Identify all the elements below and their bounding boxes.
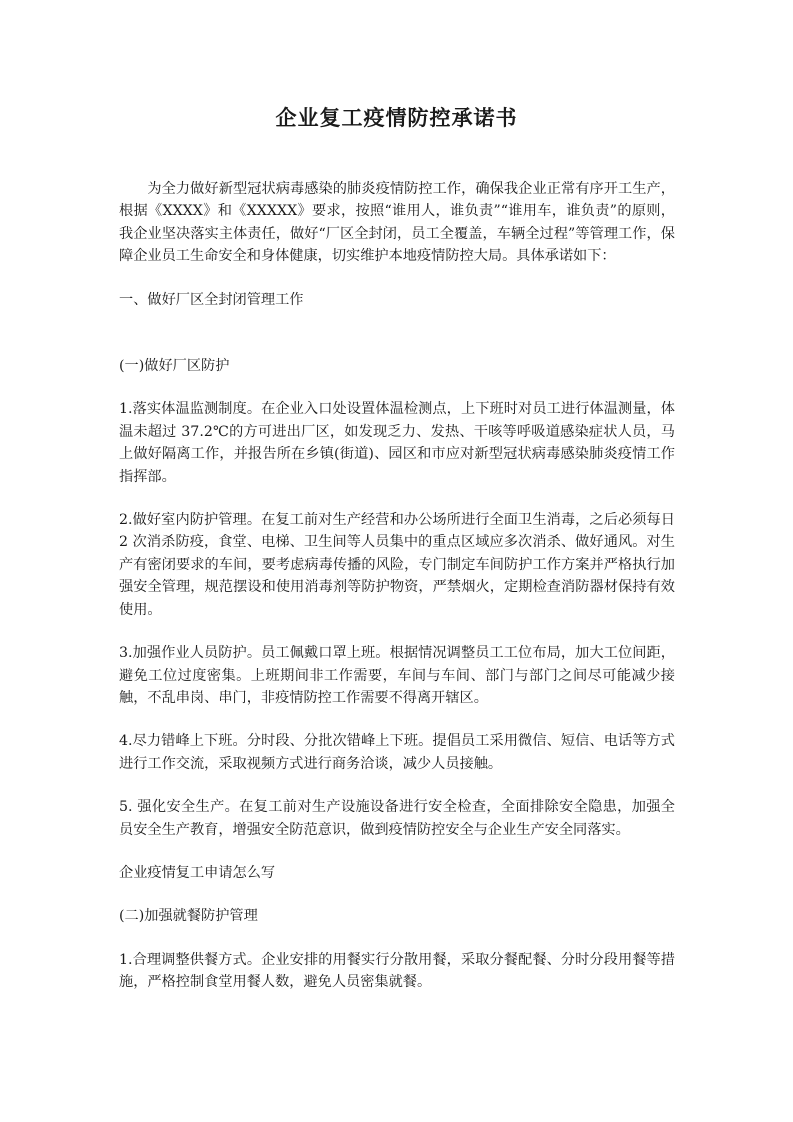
intro-paragraph: 为全力做好新型冠状病毒感染的肺炎疫情防控工作，确保我企业正常有序开工生产，根据《XXXX》和《XXXXX》要求，按照“谁用人，谁负责”“谁用车，谁负责”的原则，我企业坚决落实主体责任，做好“厂区全封闭，员工全覆盖，车辆全过程”等管理工作，保障企业员工生命安全和身体健康，切实维护本地疫情防控大局。具体承诺如下： <box>119 181 675 265</box>
list-item-meal-supply: 1.合理调整供餐方式。企业安排的用餐实行分散用餐，采取分餐配餐、分时分段用餐等措施，严格控制食堂用餐人数，避免人员密集就餐。 <box>119 951 675 991</box>
interjection-line: 企业疫情复工申请怎么写 <box>119 864 276 881</box>
list-item-temperature: 1.落实体温监测制度。在企业入口处设置体温检测点，上下班时对员工进行体温测量，体温未超过 37.2℃的方可进出厂区，如发现乏力、发热、干咳等呼吸道感染症状人员，马上做好隔离工作，并报告所在乡镇(街道)、园区和市应对新型冠状病毒感染肺炎疫情工作指挥部。 <box>119 401 675 485</box>
list-item-indoor-protection: 2.做好室内防护管理。在复工前对生产经营和办公场所进行全面卫生消毒，之后必须每日 2 次消杀防疫，食堂、电梯、卫生间等人员集中的重点区域应多次消杀、做好通风。对生产有密闭要求的车间，要考虑病毒传播的风险，专门制定车间防护工作方案并严格执行加强安全管理，规范摆设和使用消毒剂等防护物资，严禁烟火，定期检查消防器材保持有效使用。 <box>119 512 675 618</box>
subsection-heading-1: (一)做好厂区防护 <box>119 358 230 375</box>
subsection-heading-2: (二)加强就餐防护管理 <box>119 908 258 925</box>
document-body <box>119 178 675 994</box>
list-item-staggered-commute: 4.尽力错峰上下班。分时段、分批次错峰上下班。提倡员工采用微信、短信、电话等方式进行工作交流，采取视频方式进行商务洽谈，减少人员接触。 <box>119 733 675 772</box>
section-heading-1: 一、做好厂区全封闭管理工作 <box>119 291 304 308</box>
list-item-worker-protection: 3.加强作业人员防护。员工佩戴口罩上班。根据情况调整员工工位布局，加大工位间距，避免工位过度密集。上班期间非工作需要，车间与车间、部门与部门之间尽可能减少接触，不乱串岗、串门，非疫情防控工作需要不得离开辖区。 <box>119 645 675 706</box>
document-title: 企业复工疫情防控承诺书 <box>275 105 518 130</box>
list-item-safety-production: 5. 强化安全生产。在复工前对生产设施设备进行安全检查，全面排除安全隐患，加强全员安全生产教育，增强安全防范意识，做到疫情防控安全与企业生产安全同落实。 <box>119 799 675 838</box>
